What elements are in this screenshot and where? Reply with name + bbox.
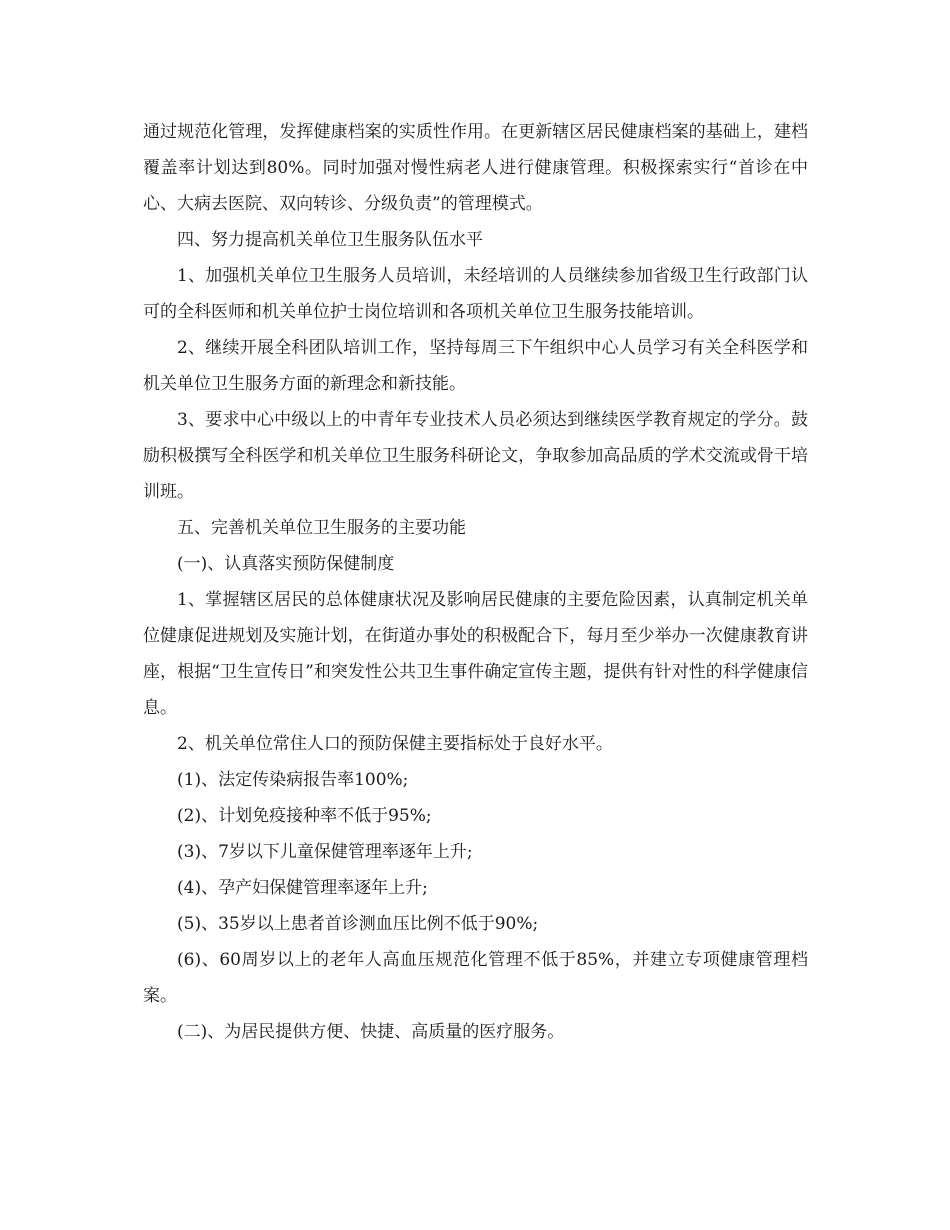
section-heading: 四、努力提高机关单位卫生服务队伍水平 <box>177 230 483 250</box>
body-paragraph: 2、继续开展全科团队培训工作，坚持每周三下午组织中心人员学习有关全科医学和机关单位卫生服务方面的新理念和新技能。 <box>143 338 808 394</box>
list-item: (4)、孕产妇保健管理率逐年上升; <box>177 878 428 898</box>
body-paragraph: 3、要求中心中级以上的中青年专业技术人员必须达到继续医学教育规定的学分。鼓励积极撰写全科医学和机关单位卫生服务科研论文，争取参加高品质的学术交流或骨干培训班。 <box>143 410 808 502</box>
section-heading: 五、完善机关单位卫生服务的主要功能 <box>177 518 466 538</box>
body-paragraph: 1、加强机关单位卫生服务人员培训，未经培训的人员继续参加省级卫生行政部门认可的全科医师和机关单位护士岗位培训和各项机关单位卫生服务技能培训。 <box>143 266 808 322</box>
list-item: (1)、法定传染病报告率100%; <box>177 770 409 790</box>
body-paragraph: 1、掌握辖区居民的总体健康状况及影响居民健康的主要危险因素，认真制定机关单位健康促进规划及实施计划，在街道办事处的积极配合下，每月至少举办一次健康教育讲座，根据“卫生宣传日”和突发性公共卫生事件确定宣传主题，提供有针对性的科学健康信息。 <box>143 590 808 718</box>
list-item: (2)、计划免疫接种率不低于95%; <box>177 806 432 826</box>
subsection-heading: (二)、为居民提供方便、快捷、高质量的医疗服务。 <box>177 1022 565 1042</box>
body-paragraph: 2、机关单位常住人口的预防保健主要指标处于良好水平。 <box>177 734 613 754</box>
document-body <box>143 114 808 1050</box>
body-paragraph: 通过规范化管理，发挥健康档案的实质性作用。在更新辖区居民健康档案的基础上，建档覆盖率计划达到80%。同时加强对慢性病老人进行健康管理。积极探索实行“首诊在中心、大病去医院、双向转诊、分级负责”的管理模式。 <box>143 122 808 214</box>
list-item: (5)、35岁以上患者首诊测血压比例不低于90%; <box>177 914 539 934</box>
list-item: (3)、7岁以下儿童保健管理率逐年上升; <box>177 842 473 862</box>
list-item: (6)、60周岁以上的老年人高血压规范化管理不低于85%，并建立专项健康管理档案。 <box>143 950 808 1006</box>
subsection-heading: (一)、认真落实预防保健制度 <box>177 554 395 574</box>
